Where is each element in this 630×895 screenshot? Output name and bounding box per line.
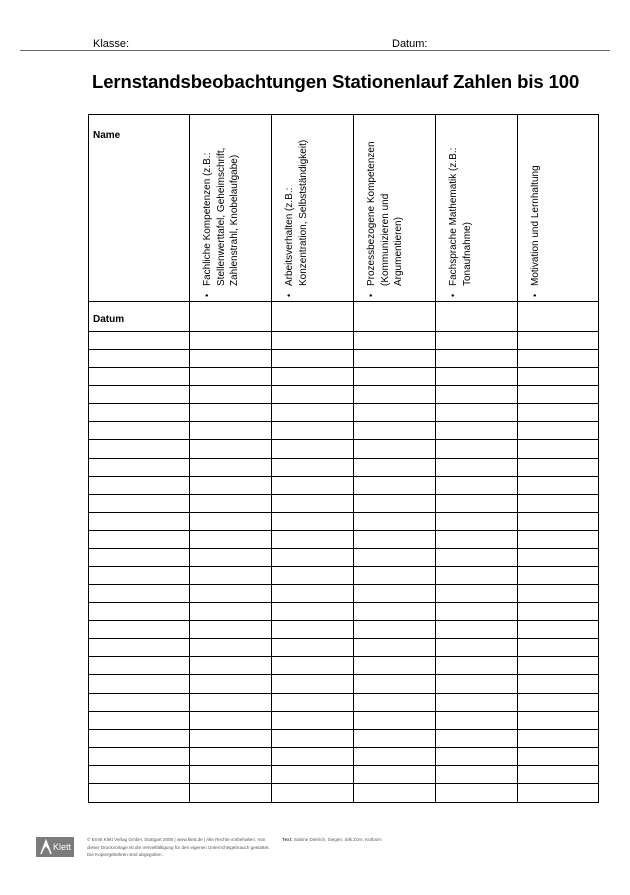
datum-header-label: Datum: bbox=[392, 38, 428, 50]
table-row-divider bbox=[89, 729, 598, 730]
footer-text-label: Text: bbox=[282, 837, 293, 842]
footer-credits bbox=[282, 836, 382, 844]
table-row-divider bbox=[89, 512, 598, 513]
column-header-motivation bbox=[517, 115, 599, 301]
table-row-divider bbox=[89, 421, 598, 422]
table-row-divider bbox=[89, 367, 598, 368]
table-row-divider bbox=[89, 674, 598, 675]
klasse-label: Klasse: bbox=[93, 38, 130, 50]
column-header-label: Arbeitsverhalten (z.B.: Konzentration, Selbstständigkeit) bbox=[284, 139, 309, 286]
column-header-prozessbezogene-kompetenzen bbox=[353, 115, 435, 301]
table-row-divider bbox=[89, 765, 598, 766]
column-header-label: Fachliche Kompetenzen (z.B.: Stellenwerttafel, Geheimschrift, Zahlenstrahl, Knobelaufgabe) bbox=[202, 147, 240, 286]
observation-table bbox=[88, 114, 599, 803]
footer-text-authors: Sabine Dietrich, Siegen; Silk Zorn, Kürborn bbox=[293, 837, 382, 842]
header-divider bbox=[89, 301, 598, 302]
bullet-icon: • bbox=[284, 293, 294, 297]
table-row-divider bbox=[89, 693, 598, 694]
table-row-divider bbox=[89, 476, 598, 477]
klett-leaf-icon bbox=[39, 839, 53, 855]
table-row-divider bbox=[89, 403, 598, 404]
table-row-divider bbox=[89, 349, 598, 350]
table-row-divider bbox=[89, 494, 598, 495]
header-rule bbox=[20, 50, 610, 51]
bullet-icon: • bbox=[448, 293, 458, 297]
column-header-label: Fachsprache Mathematik (z.B.: Tonaufnahme) bbox=[448, 147, 473, 286]
klett-logo bbox=[36, 837, 74, 857]
logo-text: Klett bbox=[52, 842, 71, 852]
column-header-fachsprache-mathematik bbox=[435, 115, 517, 301]
datum-row-divider bbox=[89, 331, 598, 332]
bullet-icon: • bbox=[366, 293, 376, 297]
column-header-arbeitsverhalten bbox=[271, 115, 353, 301]
table-row-divider bbox=[89, 385, 598, 386]
column-header-fachliche-kompetenzen bbox=[189, 115, 271, 301]
column-header-label: Motivation und Lernhaltung bbox=[530, 165, 541, 286]
name-column-header: Name bbox=[93, 130, 121, 141]
table-row-divider bbox=[89, 620, 598, 621]
table-row-divider bbox=[89, 458, 598, 459]
table-row-divider bbox=[89, 711, 598, 712]
footer-copyright: © Ernst Klett Verlag GmbH, Stuttgart 2008 | www.klett.de | Alle Rechte vorbehalten. Von dieser Druckvorlage ist die Vervielfältigung für den eigenen Unterrichtsgebrauch gestattet. Die Kopiergebühren sind abgegolten. bbox=[87, 837, 270, 857]
table-row-divider bbox=[89, 566, 598, 567]
table-row-divider bbox=[89, 783, 598, 784]
table-row-divider bbox=[89, 638, 598, 639]
column-header-label: Prozessbezogene Kompetenzen (Kommunizieren und Argumentieren) bbox=[366, 141, 404, 286]
table-row-divider bbox=[89, 439, 598, 440]
table-row-divider bbox=[89, 530, 598, 531]
bullet-icon: • bbox=[530, 293, 540, 297]
bullet-icon: • bbox=[202, 293, 212, 297]
datum-row-label: Datum bbox=[93, 314, 125, 325]
table-row-divider bbox=[89, 747, 598, 748]
table-row-divider bbox=[89, 602, 598, 603]
table-row-divider bbox=[89, 656, 598, 657]
page-title: Lernstandsbeobachtungen Stationenlauf Zahlen bis 100 bbox=[92, 71, 580, 92]
table-row-divider bbox=[89, 548, 598, 549]
table-row-divider bbox=[89, 584, 598, 585]
